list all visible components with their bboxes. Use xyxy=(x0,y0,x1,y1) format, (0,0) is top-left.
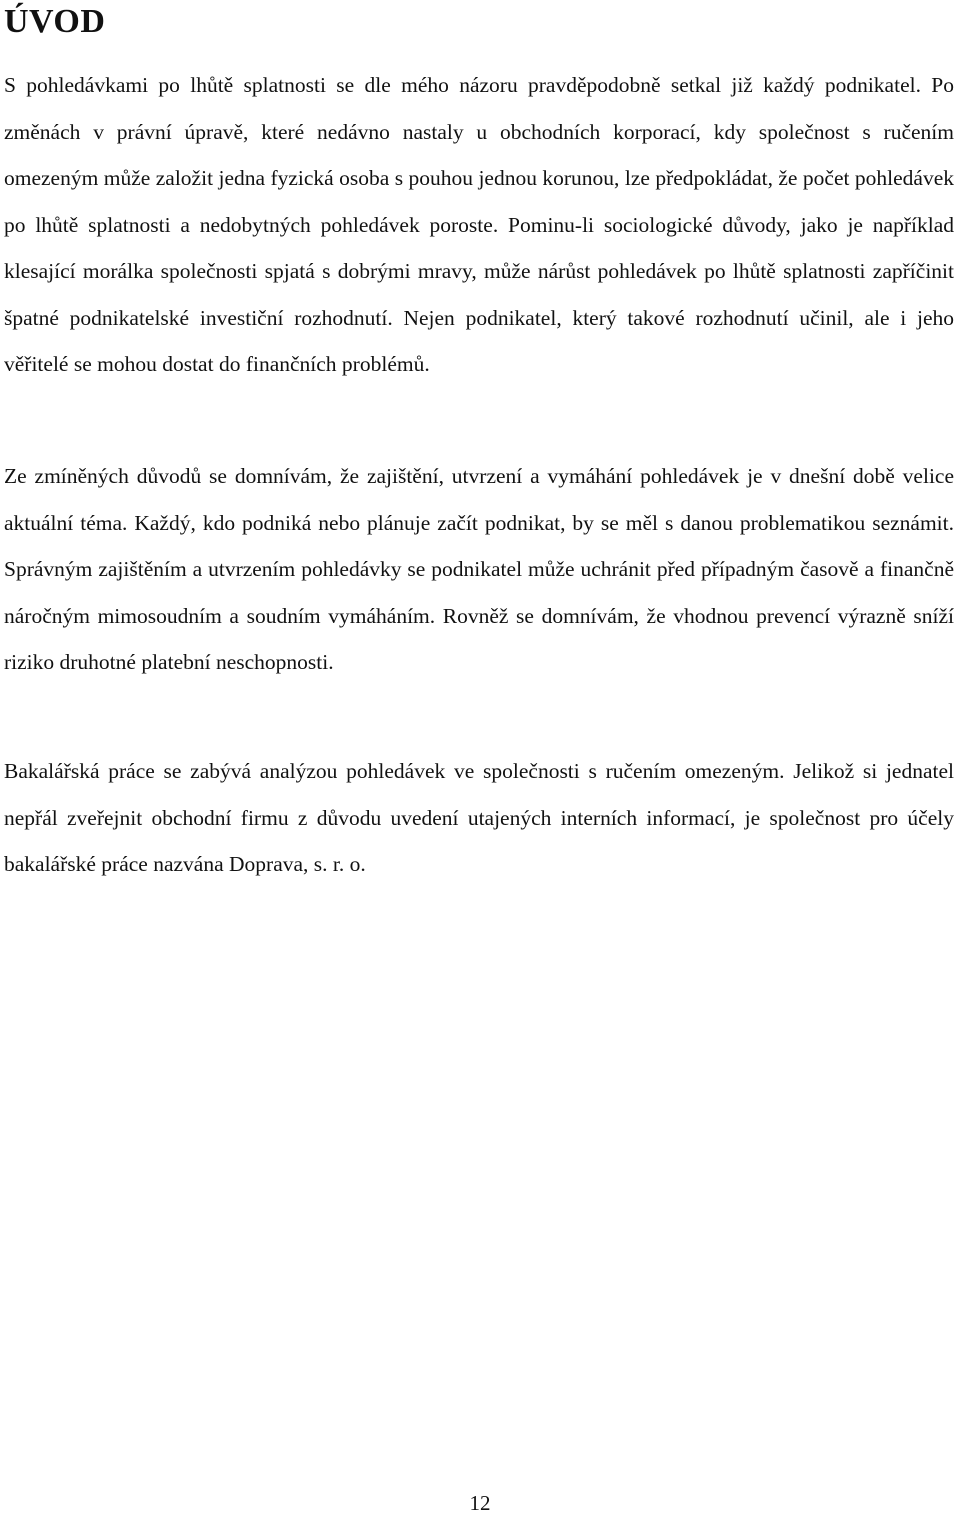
paragraph-thesis-scope: Bakalářská práce se zabývá analýzou pohledávek ve společnosti s ručením omezeným. Jelikož si jednatel nepřál zveřejnit obchodní firmu z důvodu uvedení utajených interních informací, je společnost pro účely bakalářské práce nazvána Doprava, s. r. o. xyxy=(4,759,954,876)
page-number: 12 xyxy=(469,1491,491,1515)
paragraph-reasons: Ze zmíněných důvodů se domnívám, že zajištění, utvrzení a vymáhání pohledávek je v dnešní době velice aktuální téma. Každý, kdo podniká nebo plánuje začít podnikat, by se měl s danou problematikou seznámit. Správným zajištěním a utvrzením pohledávky se podnikatel může uchránit před případným časově a finančně náročným mimosoudním a soudním vymáháním. Rovněž se domnívám, že vhodnou prevencí výrazně sníží riziko druhotné platební neschopnosti. xyxy=(4,464,954,674)
paragraph-intro: S pohledávkami po lhůtě splatnosti se dle mého názoru pravděpodobně setkal již každý podnikatel. Po změnách v právní úpravě, které nedávno nastaly u obchodních korporací, kdy společnost s ručením omezeným může založit jedna fyzická osoba s pouhou jednou korunou, lze předpokládat, že počet pohledávek po lhůtě splatnosti a nedobytných pohledávek poroste. Pominu-li sociologické důvody, jako je například klesající morálka společnosti spjatá s dobrými mravy, může nárůst pohledávek po lhůtě splatnosti zapříčinit špatné podnikatelské investiční rozhodnutí. Nejen podnikatel, který takové rozhodnutí učinil, ale i jeho věřitelé se mohou dostat do finančních problémů. xyxy=(4,73,954,376)
section-heading: ÚVOD xyxy=(4,3,106,40)
